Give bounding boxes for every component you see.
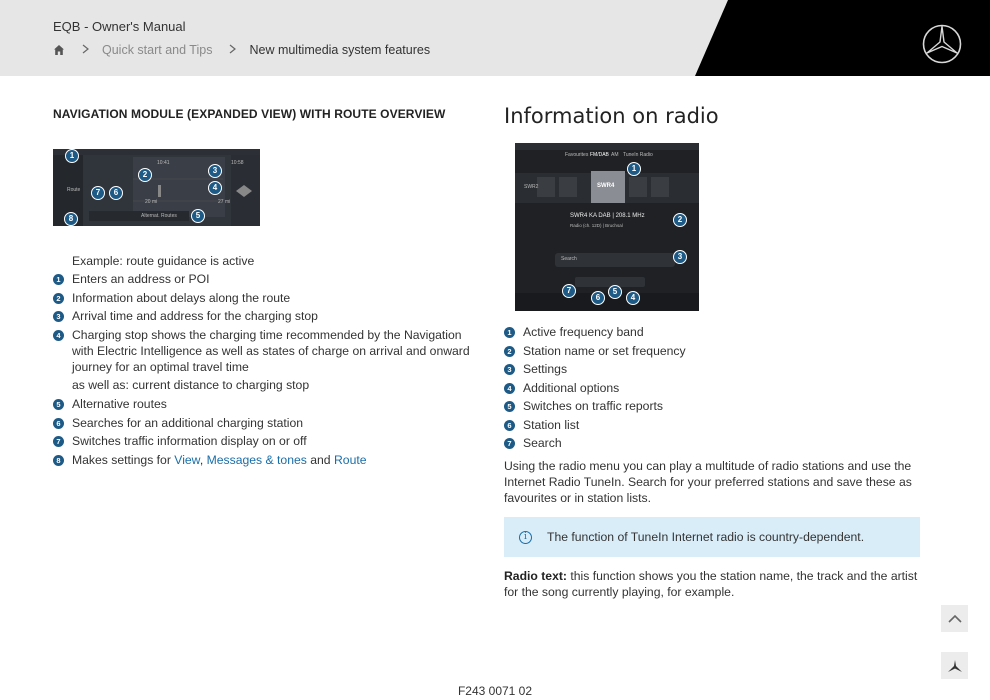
list-item-text: Arrival time and address for the charging stop: [72, 309, 318, 324]
radio-text-body: this function shows you the station name, the track and the artist for the song currently playing, for example.: [504, 569, 918, 599]
radio-tab-tunein: TuneIn Radio: [623, 152, 653, 158]
mercedes-star-icon[interactable]: [920, 22, 964, 66]
link-route[interactable]: Route: [333, 452, 367, 467]
radio-tab-am: AM: [611, 152, 619, 158]
link-separator: ,: [199, 452, 204, 467]
radio-tab-fm-dab: FM/DAB: [590, 152, 609, 158]
list-item-text: Enters an address or POI: [72, 272, 210, 286]
number-badge: 5: [504, 401, 515, 412]
list-item: [53, 271, 473, 287]
doc-title: EQB - Owner's Manual: [53, 19, 186, 34]
info-notice-text: The function of TuneIn Internet radio is country-dependent.: [547, 530, 865, 544]
image-caption: Example: route guidance is active: [72, 254, 255, 268]
list-item: [53, 327, 473, 375]
list-item-text: Station name or set frequency: [523, 343, 686, 358]
nav-right-distance: 27 mi: [218, 199, 231, 205]
list-item-text: [72, 452, 367, 468]
page-header: [0, 0, 990, 76]
nav-status-time: 10:58: [231, 160, 244, 166]
callout-5: 5: [191, 209, 205, 223]
link-view[interactable]: View: [174, 452, 200, 467]
radio-station-left: SWR2: [524, 184, 539, 190]
number-badge: 3: [53, 311, 64, 322]
link-and: and: [310, 452, 331, 467]
figure-code: F243 0071 02: [457, 684, 533, 698]
number-badge: 4: [53, 330, 64, 341]
list-item-text: Switches on traffic reports: [523, 399, 663, 413]
callout-1: 1: [65, 149, 79, 163]
list-item-text: Search: [523, 436, 562, 450]
nav-clock-text: 10:41: [157, 160, 170, 166]
list-item: [504, 361, 924, 377]
callout-5: 5: [608, 285, 622, 299]
number-badge: 2: [53, 293, 64, 304]
callout-7: 7: [91, 186, 105, 200]
radio-tab-favourites: Favourites: [565, 152, 589, 158]
list-item: [504, 398, 924, 414]
nav-alt-routes-label: Alternat. Routes: [141, 213, 177, 219]
radio-legend-list: [504, 324, 924, 454]
list-item: [53, 452, 473, 468]
number-badge: 6: [53, 418, 64, 429]
radio-screen-image: [515, 143, 699, 311]
list-item: [53, 415, 473, 431]
radio-description-paragraph: Using the radio menu you can play a multitude of radio stations and use the Internet Radio TuneIn. Search for your preferred stations and save these as favourites or in station lists.: [504, 459, 912, 505]
callout-8: 8: [64, 212, 78, 226]
list-item: [504, 324, 924, 340]
callout-3: 3: [208, 164, 222, 178]
list-item-text: Settings: [523, 362, 568, 376]
navigation-star-icon: [947, 659, 963, 673]
number-badge: 2: [504, 346, 515, 357]
number-badge: 7: [53, 436, 64, 447]
list-item-text: Active frequency band: [523, 325, 644, 339]
radio-search-label: Search: [561, 256, 577, 262]
section-title-radio: Information on radio: [504, 104, 719, 128]
info-icon: i: [519, 531, 532, 544]
scroll-to-top-button[interactable]: [941, 605, 968, 632]
list-item: [53, 433, 473, 449]
home-icon[interactable]: [53, 44, 65, 56]
radio-text-label: Radio text:: [504, 569, 567, 583]
number-badge: 8: [53, 455, 64, 466]
breadcrumb-current: New multimedia system features: [249, 42, 431, 57]
radio-station-line: SWR4 KA DAB | 208.1 MHz: [570, 213, 645, 219]
chevron-right-icon: [82, 42, 89, 57]
nav-route-distance: 20 mi: [145, 199, 158, 205]
list-item-text: Switches traffic information display on or off: [72, 434, 307, 449]
callout-4: 4: [208, 181, 222, 195]
list-item-text: Alternative routes: [72, 396, 167, 411]
list-item: [504, 417, 924, 433]
callout-2: 2: [673, 213, 687, 227]
callout-6: 6: [591, 291, 605, 305]
section-title-navigation-module: NAVIGATION MODULE (EXPANDED VIEW) WITH ROUTE OVERVIEW: [53, 107, 446, 121]
callout-7: 7: [562, 284, 576, 298]
list-item: [53, 308, 473, 324]
list-item-text: Station list: [523, 417, 580, 432]
info-notice: [504, 517, 920, 557]
callout-1: 1: [627, 162, 641, 176]
chevron-up-icon: [948, 614, 962, 623]
list-item-text: Searches for an additional charging station: [72, 415, 304, 430]
list-item-continuation: as well as: current distance to charging stop: [72, 378, 310, 393]
number-badge: 7: [504, 438, 515, 449]
list-item-text: Charging stop shows the charging time recommended by the Navigation with Electric Intelligence as well as states of charge on arrival and onward journey for an optimal travel time: [72, 327, 470, 374]
number-badge: 1: [53, 274, 64, 285]
number-badge: 3: [504, 364, 515, 375]
radio-station-sub: Radio (ch. 12D) | Bruchsal: [570, 223, 623, 228]
number-badge: 1: [504, 327, 515, 338]
navigation-module-image: [53, 149, 260, 226]
list-item-text: Additional options: [523, 380, 620, 395]
list-item-text-prefix: Makes settings for: [72, 452, 175, 467]
callout-4: 4: [626, 291, 640, 305]
nav-side-label: Route: [67, 187, 81, 193]
callout-6: 6: [109, 186, 123, 200]
number-badge: 5: [53, 399, 64, 410]
list-item: [53, 396, 473, 412]
callout-3: 3: [673, 250, 687, 264]
list-item: [504, 343, 924, 359]
breadcrumb: [53, 42, 430, 57]
number-badge: 6: [504, 420, 515, 431]
navigation-legend-list: [53, 253, 473, 470]
breadcrumb-link-quick-start[interactable]: Quick start and Tips: [102, 42, 213, 57]
callout-2: 2: [138, 168, 152, 182]
number-badge: 4: [504, 383, 515, 394]
link-messages-tones[interactable]: Messages & tones: [206, 452, 307, 467]
navigation-menu-button[interactable]: [941, 652, 968, 679]
radio-text-paragraph: [504, 568, 920, 600]
list-item-text: Information about delays along the route: [72, 290, 291, 305]
list-item: [504, 435, 924, 451]
chevron-right-icon: [229, 42, 236, 57]
list-item: [53, 290, 473, 306]
radio-station-logo: SWR4: [597, 183, 615, 189]
list-item: [504, 380, 924, 396]
